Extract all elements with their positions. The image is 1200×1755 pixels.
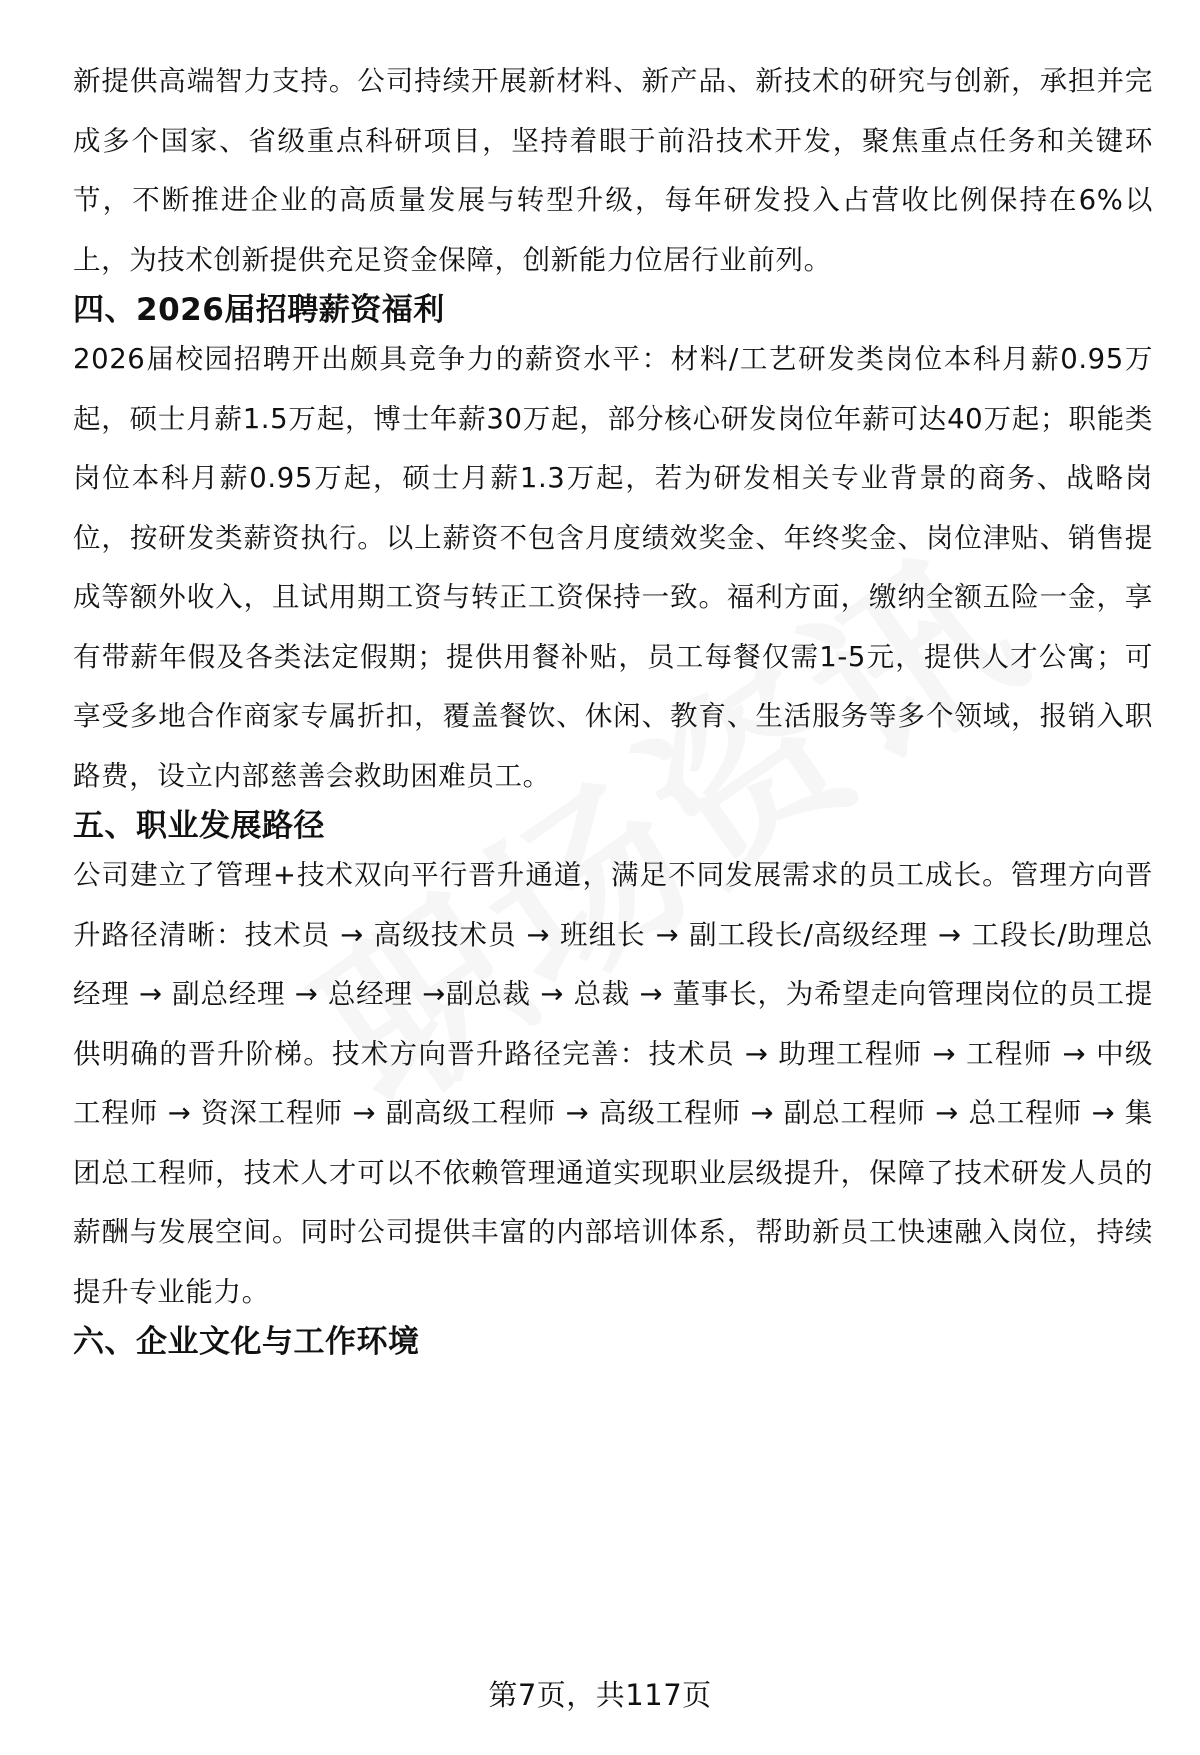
page-number: 第7页，共117页 [488,1678,712,1712]
paragraph-career: 公司建立了管理+技术双向平行晋升通道，满足不同发展需求的员工成长。管理方向晋升路径清晰：技术员 → 高级技术员 → 班组长 → 副工段长/高级经理 → 工段长/助理总经理 → 副总经理 → 总经理 →副总裁 → 总裁 → 董事长，为希望走向管理岗位的员工提供明确的晋升阶梯。技术方向晋升路径完善：技术员 → 助理工程师 → 工程师 → 中级工程师 → 资深工程师 → 副高级工程师 → 高级工程师 → 副总工程师 → 总工程师 → 集团总工程师，技术人才可以不依赖管理通道实现职业层级提升，保障了技术研发人员的薪酬与发展空间。同时公司提供丰富的内部培训体系，帮助新员工快速融入岗位，持续提升专业能力。 [73,859,1153,1308]
heading-section-6: 六、企业文化与工作环境 [73,1324,420,1360]
paragraph-salary: 2026届校园招聘开出颇具竞争力的薪资水平：材料/工艺研发类岗位本科月薪0.95万起，硕士月薪1.5万起，博士年薪30万起，部分核心研发岗位年薪可达40万起；职能类岗位本科月薪0.95万起，硕士月薪1.3万起，若为研发相关专业背景的商务、战略岗位，按研发类薪资执行。以上薪资不包含月度绩效奖金、年终奖金、岗位津贴、销售提成等额外收入，且试用期工资与转正工资保持一致。福利方面，缴纳全额五险一金，享有带薪年假及各类法定假期；提供用餐补贴，员工每餐仅需1-5元，提供人才公寓；可享受多地合作商家专属折扣，覆盖餐饮、休闲、教育、生活服务等多个领域，报销入职路费，设立内部慈善会救助困难员工。 [73,343,1153,792]
paragraph-intro: 新提供高端智力支持。公司持续开展新材料、新产品、新技术的研究与创新，承担并完成多个国家、省级重点科研项目，坚持着眼于前沿技术开发，聚焦重点任务和关键环节，不断推进企业的高质量发展与转型升级，每年研发投入占营收比例保持在6%以上，为技术创新提供充足资金保障，创新能力位居行业前列。 [73,65,1153,276]
heading-section-4: 四、2026届招聘薪资福利 [73,292,445,328]
heading-section-5: 五、职业发展路径 [73,808,325,844]
document-body [73,52,1153,1362]
